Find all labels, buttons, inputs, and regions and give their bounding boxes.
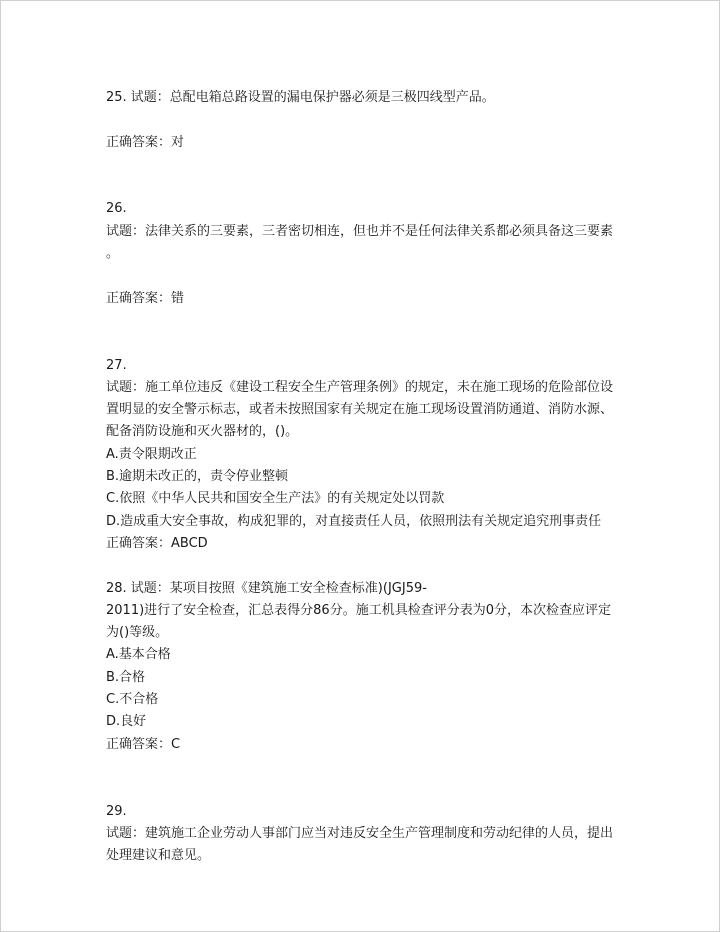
question-text: 试题：施工单位违反《建设工程安全生产管理条例》的规定，未在施工现场的危险部位设 (106, 379, 614, 395)
option-a: A.基本合格 (106, 647, 171, 663)
option-c: C.依照《中华人民共和国安全生产法》的有关规定处以罚款 (106, 491, 445, 507)
option-a: A.责令限期改正 (106, 446, 197, 462)
question-text: 25. 试题：总配电箱总路设置的漏电保护器必须是三极四线型产品。 (106, 90, 495, 105)
option-c: C.不合格 (106, 692, 159, 708)
question-number: 27. (106, 357, 127, 373)
question-text: 为()等级。 (106, 625, 169, 641)
question-text: 置明显的安全警示标志，或者未按照国家有关规定在施工现场设置消防通道、消防水源、 (106, 402, 614, 418)
question-25 (106, 87, 626, 154)
question-26 (106, 198, 626, 309)
question-text: 配备消防设施和灭火器材的，()。 (106, 424, 299, 440)
question-text: 处理建议和意见。 (106, 848, 211, 864)
question-number: 26. (106, 201, 127, 217)
question-text: 试题：建筑施工企业劳动人事部门应当对违反安全生产管理制度和劳动纪律的人员，提出 (106, 825, 614, 841)
question-number: 29. (106, 803, 127, 819)
question-27 (106, 355, 626, 556)
question-text: 2011)进行了安全检查，汇总表得分86分。施工机具检查评分表为0分，本次检查应评定 (106, 602, 611, 618)
question-list (106, 87, 626, 867)
correct-answer: 正确答案：对 (106, 134, 185, 150)
correct-answer: 正确答案：C (106, 736, 181, 752)
option-b: B.合格 (106, 669, 146, 685)
option-d: D.造成重大安全事故，构成犯罪的，对直接责任人员，依照刑法有关规定追究刑事责任 (106, 513, 602, 529)
question-text: 试题：法律关系的三要素，三者密切相连，但也并不是任何法律关系都必须具备这三要素 (106, 223, 614, 239)
correct-answer: 正确答案：错 (106, 290, 185, 306)
question-28 (106, 578, 626, 756)
option-d: D.良好 (106, 714, 147, 730)
correct-answer: 正确答案：ABCD (106, 535, 208, 551)
option-b: B.逾期未改正的，责令停业整顿 (106, 469, 289, 485)
question-text: 28. 试题：某项目按照《建筑施工安全检查标准)(JGJ59- (106, 580, 427, 596)
question-29 (106, 801, 626, 868)
question-text: 。 (106, 246, 120, 262)
